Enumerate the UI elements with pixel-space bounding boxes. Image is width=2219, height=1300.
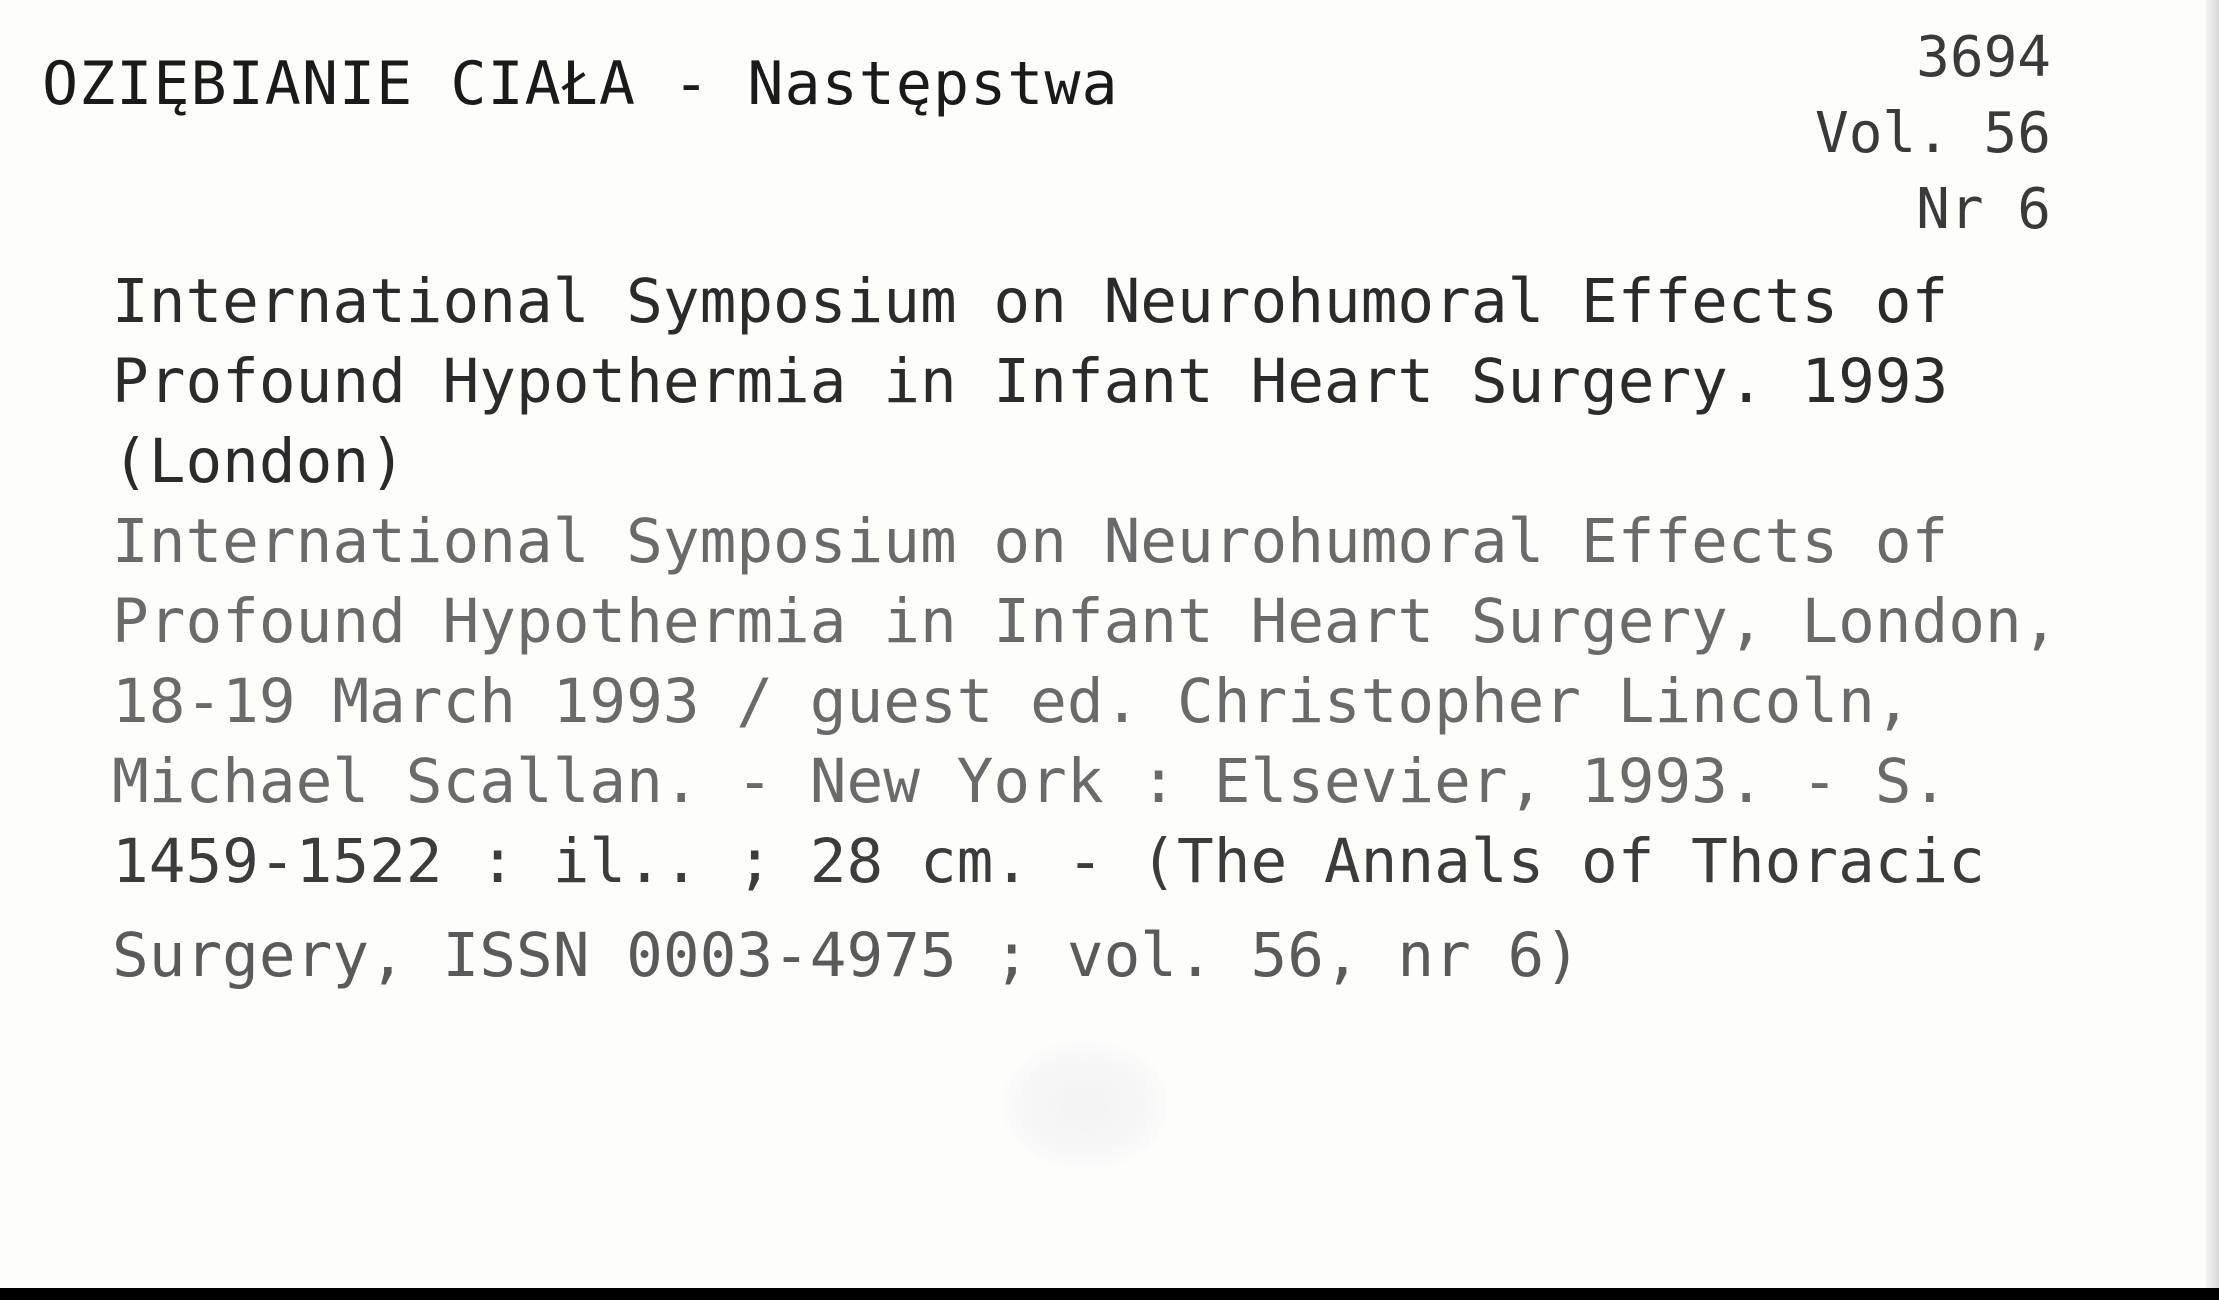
paper-smudge [1000, 1040, 1170, 1170]
title-line: International Symposium on Neurohumoral Effects of [112, 266, 1949, 337]
card-right-edge [2206, 0, 2219, 1288]
card-bottom-edge [0, 1288, 2219, 1300]
title-line: Profound Hypothermia in Infant Heart Surgery. 1993 [112, 346, 1949, 417]
description-line: Profound Hypothermia in Infant Heart Surgery, London, [112, 586, 2059, 657]
title-entry [112, 262, 1948, 502]
call-number-value: 3694 [1916, 25, 2051, 90]
call-number [1815, 20, 2051, 248]
subject-heading: OZIĘBIANIE CIAŁA - Następstwa [42, 49, 1119, 119]
volume-label: Vol. 56 [1814, 101, 2051, 166]
description-line: 1459-1522 : il.. ; 28 cm. - (The Annals of Thoracic [112, 826, 1985, 897]
bibliographic-description [112, 502, 2058, 996]
description-line: 18-19 March 1993 / guest ed. Christopher Lincoln, [112, 666, 1912, 737]
description-line: Michael Scallan. - New York : Elsevier, 1993. - S. [112, 746, 1949, 817]
title-line: (London) [112, 426, 406, 497]
description-line: Surgery, ISSN 0003-4975 ; vol. 56, nr 6) [112, 920, 1582, 991]
description-line: International Symposium on Neurohumoral Effects of [112, 506, 1949, 577]
issue-label: Nr 6 [1916, 177, 2051, 242]
